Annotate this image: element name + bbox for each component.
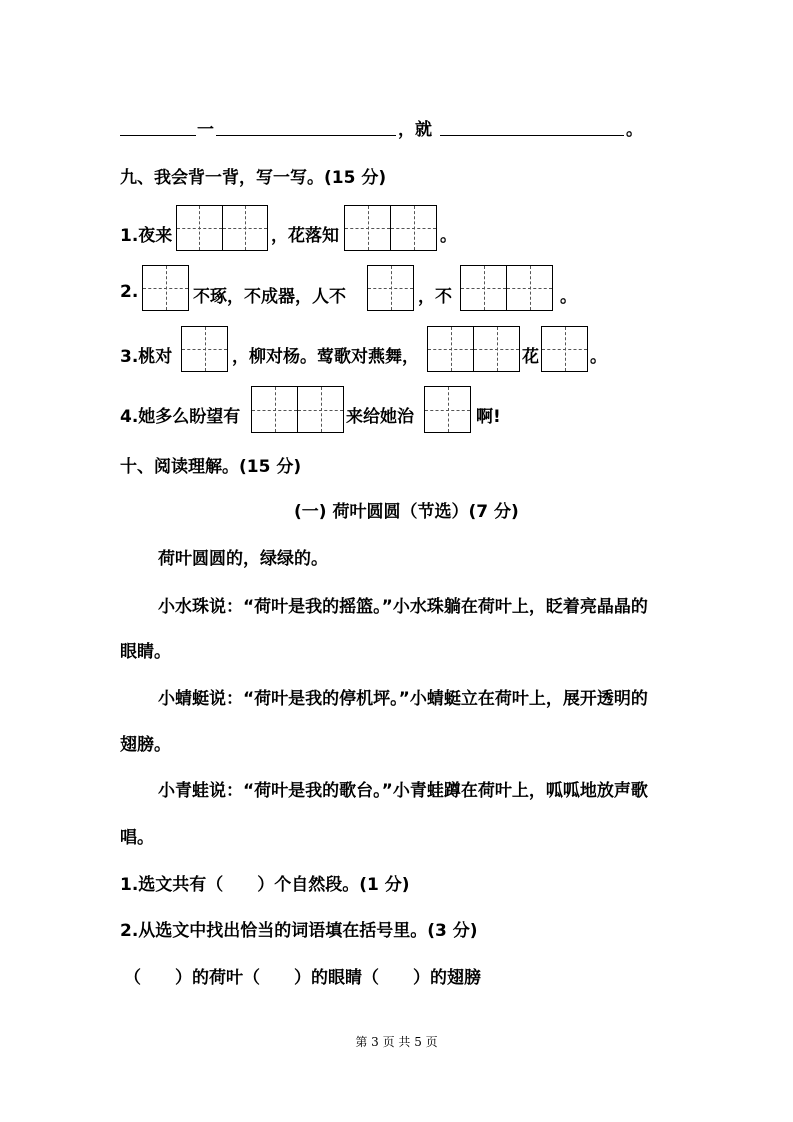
writing-cell[interactable] (506, 266, 552, 310)
passage-p4-line1: 小青蛙说：“荷叶是我的歌台。”小青蛙蹲在荷叶上，呱呱地放声歌 (158, 781, 648, 801)
writing-cell[interactable] (143, 266, 188, 310)
writing-cell[interactable] (390, 206, 436, 250)
writing-cell[interactable] (542, 327, 587, 371)
writing-cell[interactable] (345, 206, 390, 250)
passage-p4-line2: 唱。 (120, 828, 154, 848)
sec9-q1-text-b: ，花落知 (271, 226, 339, 246)
sec9-q3-text-b: ，柳对杨。莺歌对燕舞， (232, 347, 419, 367)
passage-p1: 荷叶圆圆的，绿绿的。 (158, 549, 328, 569)
blank-line-3[interactable] (440, 116, 624, 136)
writing-cell[interactable] (368, 266, 413, 310)
line1-mid: 一 (197, 120, 214, 140)
passage-p2-line2: 眼睛。 (120, 642, 171, 662)
sec10-q2: 2.从选文中找出恰当的词语填在括号里。(3 分) (120, 921, 478, 941)
sec10-q1: 1.选文共有（ ）个自然段。(1 分) (120, 875, 410, 895)
blank-line-2[interactable] (216, 116, 396, 136)
sec9-q2-text-d: 。 (560, 287, 577, 307)
writing-cell[interactable] (428, 327, 473, 371)
writing-cell[interactable] (252, 387, 297, 432)
section-9-title: 九、我会背一背，写一写。(15 分) (120, 168, 387, 188)
passage-p3-line1: 小蜻蜓说：“荷叶是我的停机坪。”小蜻蜓立在荷叶上，展开透明的 (158, 689, 648, 709)
sec9-q2-text-a: 2. (120, 282, 139, 302)
sec9-q3-text-a: 3.桃对 (120, 347, 173, 367)
sec9-q1-text-c: 。 (440, 226, 457, 246)
line1-end: 。 (626, 120, 643, 140)
line1-comma-jiu: ，就 (398, 120, 432, 140)
sec9-q4-text-c: 啊! (476, 407, 501, 427)
sec10-q2-blanks: （ ）的荷叶（ ）的眼睛（ ）的翅膀 (124, 968, 481, 988)
writing-cell[interactable] (473, 327, 519, 371)
sec9-q3-text-d: 。 (590, 347, 607, 367)
sec9-q3-text-c: 花 (522, 347, 539, 367)
sec9-q4-grid-1[interactable] (251, 386, 344, 433)
passage-title: (一) 荷叶圆圆（节选）(7 分) (294, 502, 519, 522)
page-footer: 第 3 页 共 5 页 (355, 1035, 438, 1049)
writing-cell[interactable] (182, 327, 227, 371)
writing-cell[interactable] (425, 387, 470, 432)
sec9-q2-text-c: ，不 (418, 287, 452, 307)
passage-p2-line1: 小水珠说：“荷叶是我的摇篮。”小水珠躺在荷叶上，眨着亮晶晶的 (158, 597, 648, 617)
blank-line-1[interactable] (120, 116, 196, 136)
writing-cell[interactable] (297, 387, 343, 432)
writing-cell[interactable] (177, 206, 222, 250)
sec9-q4-grid-2[interactable] (424, 386, 471, 433)
sec9-q4-text-b: 来给她治 (346, 407, 414, 427)
sec9-q1-grid-2[interactable] (344, 205, 437, 251)
sec9-q1-text-a: 1.夜来 (120, 226, 173, 246)
sec9-q2-grid-1[interactable] (142, 265, 189, 311)
section-10-title: 十、阅读理解。(15 分) (120, 457, 302, 477)
sec9-q3-grid-3[interactable] (541, 326, 588, 372)
writing-cell[interactable] (461, 266, 506, 310)
passage-p3-line2: 翅膀。 (120, 735, 171, 755)
sec9-q3-grid-2[interactable] (427, 326, 520, 372)
sec9-q1-grid-1[interactable] (176, 205, 268, 251)
sec9-q2-grid-3[interactable] (460, 265, 553, 311)
sec9-q2-grid-2[interactable] (367, 265, 414, 311)
sec9-q2-text-b: 不琢，不成器，人不 (193, 287, 346, 307)
sec9-q3-grid-1[interactable] (181, 326, 228, 372)
writing-cell[interactable] (222, 206, 268, 250)
sec9-q4-text-a: 4.她多么盼望有 (120, 407, 241, 427)
